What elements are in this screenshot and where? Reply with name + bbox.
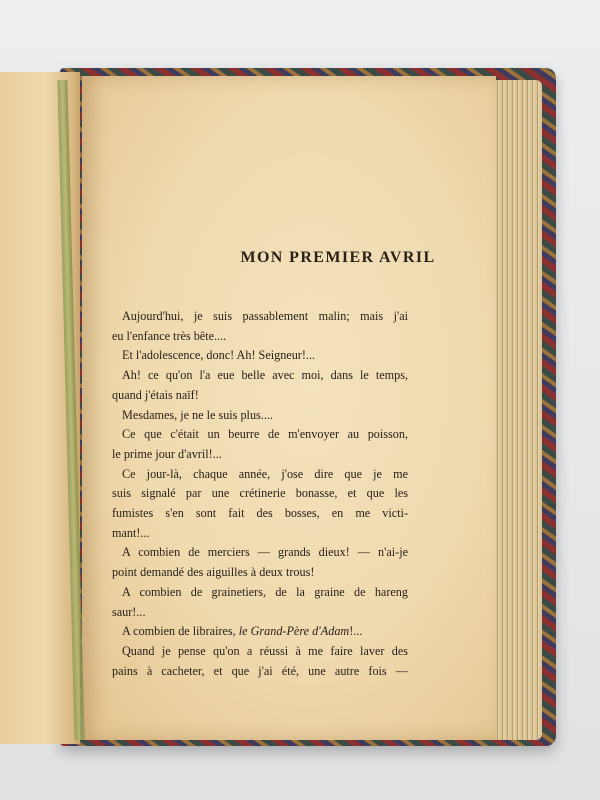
text-line: Aujourd'hui, je suis passablement malin; mais j'ai [122,309,408,323]
text-line: le prime jour d'avril!... [112,446,222,461]
text-line: eu l'enfance très bête.... [112,328,227,343]
text-line: mant!... [112,525,150,540]
text-line: fumistes s'en sont fait des bosses, en me victi- [112,506,408,521]
text-line [112,622,408,642]
page-text [112,307,408,681]
text-line: Et l'adolescence, donc! Ah! Seigneur!... [122,348,316,363]
text-line: Ce jour-là, chaque année, j'ose dire que je me [122,466,408,481]
text-line-start: A combien de libraires, [122,624,239,639]
text-line: A combien de grainetiers, de la graine de hareng [122,584,408,599]
text-line: A combien de merciers — grands dieux! — n'ai-je [122,545,408,560]
text-line-end: !... [349,624,363,639]
text-line: suis signalé par une crétinerie bonasse, et que les [112,486,408,501]
text-line: Mesdames, je ne le suis plus.... [122,407,273,422]
text-line: point demandé des aiguilles à deux trous! [112,565,315,580]
text-line: quand j'étais naïf! [112,387,199,402]
text-line: pains à cacheter, et que j'ai été, une autre fois — [112,663,408,678]
text-line: Quand je pense qu'on a réussi à me faire laver des [122,643,408,658]
text-line: Ah! ce qu'on l'a eue belle avec moi, dans le temps, [122,368,408,383]
text-line: saur!... [112,604,146,619]
chapter-title: MON PREMIER AVRIL [240,249,436,266]
book-title-italic: le Grand-Père d'Adam [238,624,350,639]
text-line: Ce que c'était un beurre de m'envoyer au poisson, [122,427,408,442]
